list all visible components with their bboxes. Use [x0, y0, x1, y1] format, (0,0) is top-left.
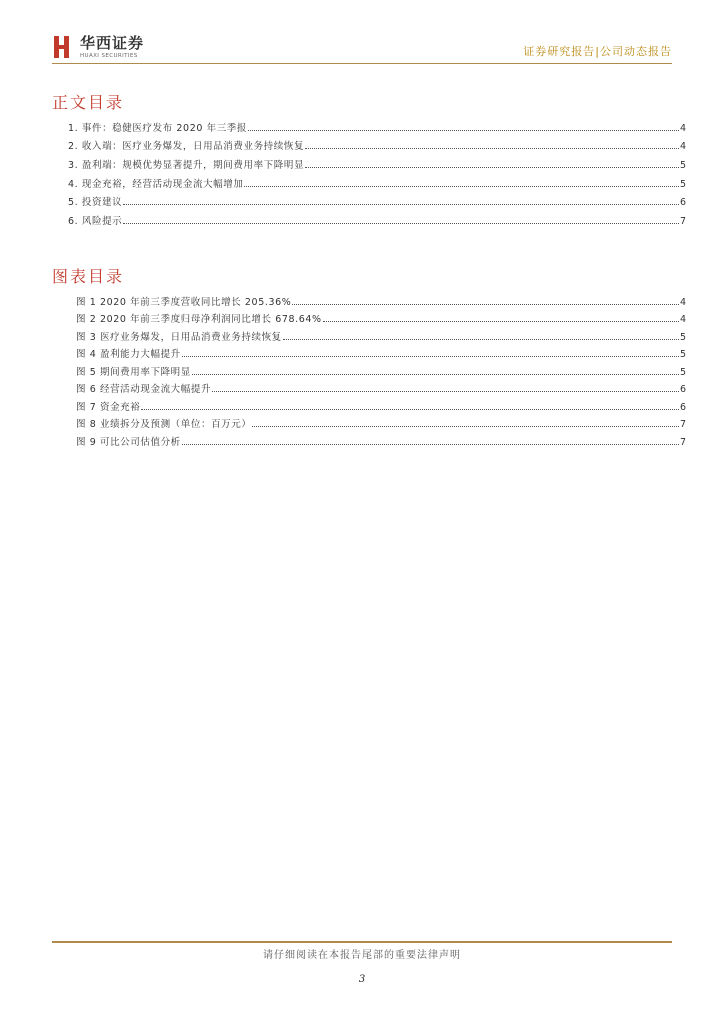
- toc-title: 正文目录: [52, 93, 125, 112]
- figure-entry-label: 图 4 盈利能力大幅提升: [76, 349, 181, 360]
- figure-entry-label: 图 1 2020 年前三季度营收同比增长 205.36%: [76, 296, 292, 308]
- toc-entry[interactable]: [68, 134, 686, 153]
- toc-entry-page: 5: [679, 178, 686, 190]
- page-number: 3: [358, 974, 366, 985]
- dot-leader: [192, 373, 679, 375]
- toc-entry-page: 4: [679, 141, 686, 153]
- logo-english-name: HUAXI SECURITIES: [80, 53, 138, 59]
- footer-disclaimer: 请仔细阅读在本报告尾部的重要法律声明: [263, 950, 461, 961]
- toc-entry[interactable]: [68, 171, 686, 190]
- toc-entry-page: 5: [679, 160, 686, 172]
- figure-entry-page: 5: [679, 331, 686, 343]
- figure-entry-page: 4: [679, 314, 686, 325]
- figure-entry-page: 6: [679, 384, 686, 395]
- figure-entry-page: 7: [679, 419, 686, 430]
- toc-entry-label: 6. 风险提示: [68, 216, 123, 228]
- figure-entry-label: 图 6 经营活动现金流大幅提升: [76, 384, 212, 395]
- figure-entry-page: 6: [679, 401, 686, 413]
- dot-leader: [252, 425, 678, 427]
- figure-entry-page: 4: [679, 296, 686, 308]
- dot-leader: [323, 320, 679, 322]
- figure-entry-label: 图 3 医疗业务爆发，日用品消费业务持续恢复: [76, 331, 282, 343]
- dot-leader: [182, 355, 679, 357]
- dot-leader: [182, 443, 679, 445]
- figures-list: [76, 290, 686, 448]
- toc-entry-page: 6: [679, 197, 686, 209]
- dot-leader: [292, 303, 679, 305]
- figures-title: 图表目录: [52, 267, 125, 286]
- header-divider: [52, 63, 672, 64]
- dot-leader: [123, 203, 679, 205]
- figure-entry[interactable]: [76, 343, 686, 361]
- dot-leader: [212, 390, 679, 392]
- toc-entry[interactable]: [68, 152, 686, 171]
- figure-entry-page: 7: [679, 436, 686, 448]
- toc-entry-label: 5. 投资建议: [68, 197, 123, 209]
- figure-entry-label: 图 7 资金充裕: [76, 401, 141, 413]
- huaxi-logo: [52, 34, 144, 62]
- figure-entry[interactable]: [76, 430, 686, 448]
- footer-divider: [52, 941, 672, 943]
- toc-entry[interactable]: [68, 115, 686, 134]
- figure-entry-page: 5: [679, 366, 686, 378]
- toc-entry-label: 3. 盈利端：规模优势显著提升，期间费用率下降明显: [68, 160, 305, 172]
- toc-entry[interactable]: [68, 208, 686, 227]
- dot-leader: [305, 166, 679, 168]
- toc-entry-page: 4: [679, 122, 686, 134]
- toc-entry-label: 4. 现金充裕，经营活动现金流大幅增加: [68, 178, 244, 190]
- dot-leader: [283, 338, 679, 340]
- dot-leader: [244, 185, 678, 187]
- figure-entry-label: 图 8 业绩拆分及预测（单位：百万元）: [76, 419, 252, 430]
- figure-entry[interactable]: [76, 413, 686, 431]
- dot-leader: [123, 222, 679, 224]
- figure-entry-label: 图 5 期间费用率下降明显: [76, 366, 191, 378]
- toc-entry-page: 7: [679, 216, 686, 228]
- toc-entry[interactable]: [68, 190, 686, 209]
- figure-entry[interactable]: [76, 395, 686, 413]
- report-type-label: 证券研究报告|公司动态报告: [523, 45, 672, 58]
- huaxi-logo-icon: [52, 34, 74, 60]
- figure-entry-label: 图 9 可比公司估值分析: [76, 436, 181, 448]
- toc-entry-label: 2. 收入端：医疗业务爆发，日用品消费业务持续恢复: [68, 141, 305, 153]
- logo-chinese-name: 华西证券: [80, 34, 145, 52]
- figure-entry[interactable]: [76, 360, 686, 378]
- figure-entry[interactable]: [76, 290, 686, 308]
- toc-list: [68, 115, 686, 227]
- figure-entry-label: 图 2 2020 年前三季度归母净利润同比增长 678.64%: [76, 314, 322, 325]
- figure-entry[interactable]: [76, 378, 686, 396]
- dot-leader: [305, 147, 679, 149]
- dot-leader: [141, 408, 679, 410]
- figure-entry-page: 5: [679, 349, 686, 360]
- figure-entry[interactable]: [76, 325, 686, 343]
- dot-leader: [248, 129, 679, 131]
- figure-entry[interactable]: [76, 308, 686, 326]
- toc-entry-label: 1. 事件：稳健医疗发布 2020 年三季报: [68, 122, 248, 134]
